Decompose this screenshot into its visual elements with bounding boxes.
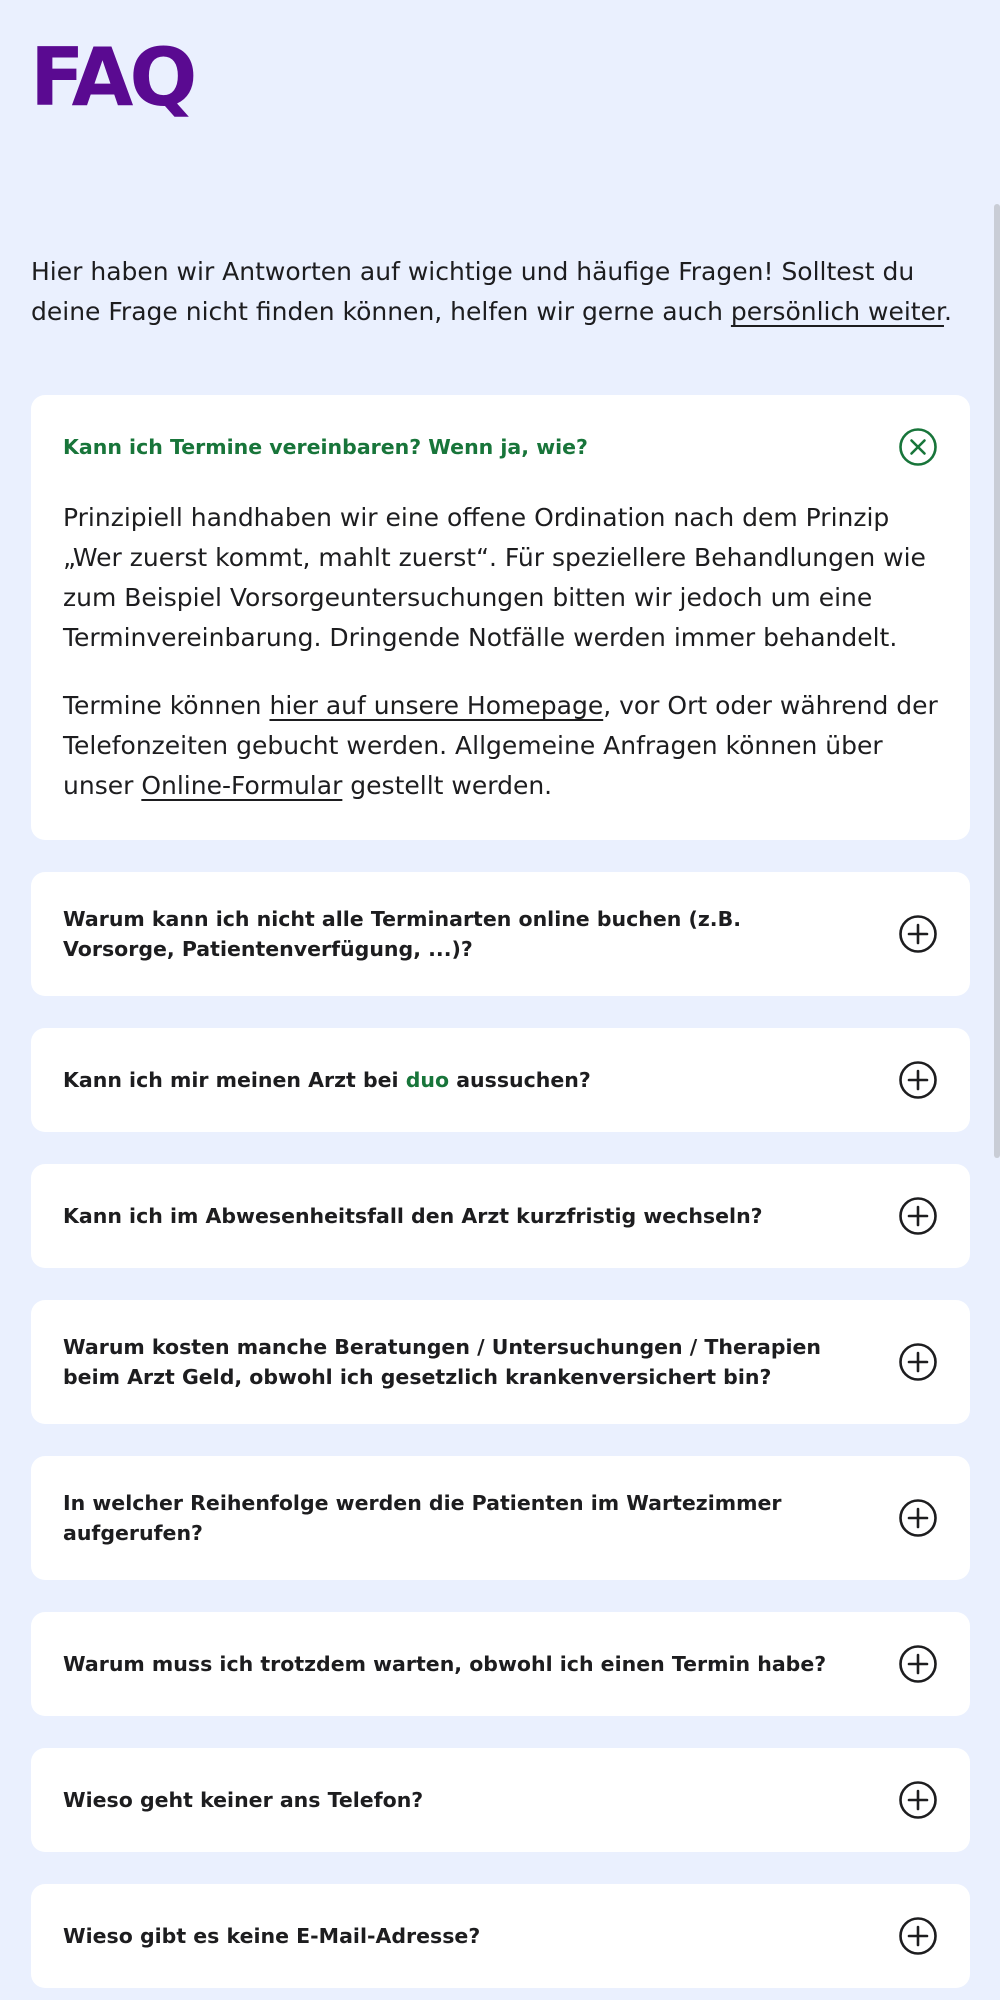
homepage-booking-link[interactable]: hier auf unsere Homepage [269, 691, 604, 720]
faq-item-warten [31, 1612, 970, 1716]
faq-item-telefon [31, 1748, 970, 1852]
plus-circle-icon[interactable] [898, 1644, 938, 1684]
brand-name: duo [405, 1068, 450, 1092]
intro-text-end: . [943, 297, 952, 326]
faq-question-toggle[interactable] [31, 1884, 970, 1988]
faq-item-email [31, 1884, 970, 1988]
plus-circle-icon[interactable] [898, 1342, 938, 1382]
faq-question: Wieso gibt es keine E-Mail-Adresse? [63, 1924, 481, 1948]
faq-item-online-buchen [31, 872, 970, 996]
page-title: FAQ [30, 31, 194, 124]
plus-circle-icon[interactable] [898, 1916, 938, 1956]
faq-question-toggle[interactable] [31, 1028, 970, 1132]
faq-question-toggle[interactable] [31, 1456, 970, 1580]
scrollbar-thumb[interactable] [994, 204, 1000, 1158]
faq-question-toggle[interactable] [31, 395, 970, 498]
answer-text: Termine können [63, 691, 270, 720]
faq-question: Warum muss ich trotzdem warten, obwohl ich einen Termin habe? [63, 1652, 827, 1676]
faq-question: Wieso geht keiner ans Telefon? [63, 1788, 424, 1812]
faq-question: In welcher Reihenfolge werden die Patienten im Wartezimmer aufgerufen? [63, 1491, 782, 1545]
faq-question: Warum kann ich nicht alle Terminarten online buchen (z.B. Vorsorge, Patientenverfügung, ...)? [63, 907, 742, 961]
plus-circle-icon[interactable] [898, 1060, 938, 1100]
faq-item-reihenfolge [31, 1456, 970, 1580]
faq-question-toggle[interactable] [31, 1748, 970, 1852]
faq-question-toggle[interactable] [31, 872, 970, 996]
plus-circle-icon[interactable] [898, 1196, 938, 1236]
faq-question-toggle[interactable] [31, 1612, 970, 1716]
faq-question-toggle[interactable] [31, 1300, 970, 1424]
faq-answer-paragraph-1: Prinzipiell handhaben wir eine offene Ordination nach dem Prinzip „Wer zuerst kommt, mahlt zuerst“. Für speziellere Behandlungen wie zum Beispiel Vorsorgeuntersuchungen bitten wir jedoch um eine Terminvereinbarung. Dringende Notfälle werden immer behandelt. [63, 503, 926, 652]
faq-item-arzt-wechseln [31, 1164, 970, 1268]
faq-question: Kann ich im Abwesenheitsfall den Arzt kurzfristig wechseln? [63, 1204, 763, 1228]
faq-item-termine [31, 395, 970, 840]
faq-question [63, 1065, 591, 1095]
faq-list [31, 395, 970, 2000]
faq-question-text: aussuchen? [449, 1068, 591, 1092]
faq-question: Warum kosten manche Beratungen / Untersuchungen / Therapien beim Arzt Geld, obwohl ich gesetzlich krankenversichert bin? [63, 1335, 822, 1389]
faq-question-toggle[interactable] [31, 1164, 970, 1268]
intro-text [31, 252, 971, 332]
close-circle-icon[interactable] [898, 427, 938, 467]
faq-item-kosten [31, 1300, 970, 1424]
plus-circle-icon[interactable] [898, 1498, 938, 1538]
intro-text-body: Hier haben wir Antworten auf wichtige und häufige Fragen! Solltest du deine Frage nicht finden können, helfen wir gerne auch [31, 257, 915, 326]
faq-question-text: Kann ich mir meinen Arzt bei [63, 1068, 406, 1092]
plus-circle-icon[interactable] [898, 914, 938, 954]
answer-text: gestellt werden. [342, 771, 553, 800]
answer-text: , vor Ort oder während der Telefonzeiten gebucht werden. Allgemeine Anfragen können über unser [63, 691, 938, 800]
faq-item-arzt-aussuchen [31, 1028, 970, 1132]
plus-circle-icon[interactable] [898, 1780, 938, 1820]
faq-answer [31, 498, 970, 840]
personal-help-link[interactable]: persönlich weiter [730, 297, 944, 326]
faq-answer-paragraph-2 [63, 686, 938, 806]
online-form-link[interactable]: Online-Formular [141, 771, 343, 800]
faq-question: Kann ich Termine vereinbaren? Wenn ja, wie? [63, 434, 588, 459]
